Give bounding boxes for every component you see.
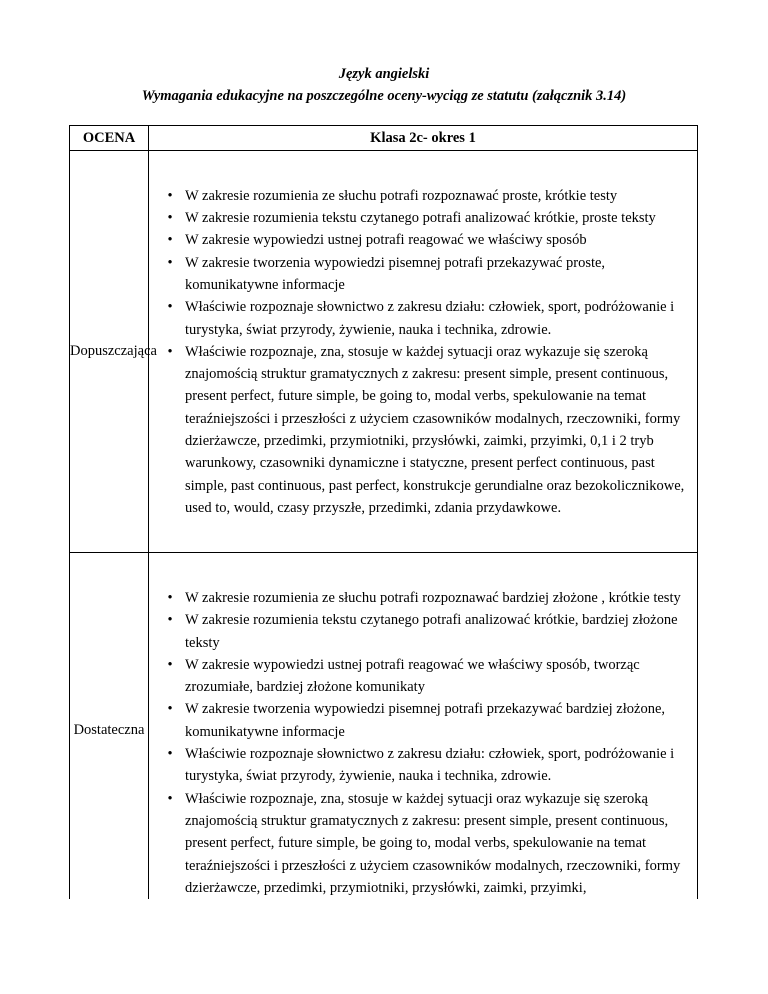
list-item <box>149 252 689 297</box>
list-item-text: W zakresie tworzenia wypowiedzi pisemnej potrafi przekazywać bardziej złożone, komunikatywne informacje <box>185 701 666 740</box>
requirements-list <box>149 184 697 519</box>
list-item <box>149 743 689 788</box>
bullet-icon: • <box>167 254 173 271</box>
document-subtitle: Wymagania edukacyjne na poszczególne oceny-wyciąg ze statutu (załącznik 3.14) <box>141 88 627 104</box>
list-item <box>149 698 689 743</box>
list-item <box>149 609 689 654</box>
document-header <box>0 63 768 107</box>
requirements-cell <box>149 151 698 553</box>
list-item-text: W zakresie rozumienia ze słuchu potrafi rozpoznawać proste, krótkie testy <box>185 187 618 204</box>
list-item-text: W zakresie rozumienia tekstu czytanego potrafi analizować krótkie, bardziej złożone teksty <box>185 612 678 651</box>
list-item <box>149 185 689 207</box>
bullet-icon: • <box>167 656 173 673</box>
list-item <box>149 229 689 251</box>
list-item <box>149 788 689 899</box>
bullet-icon: • <box>167 210 173 227</box>
list-item-text: Właściwie rozpoznaje, zna, stosuje w każdej sytuacji oraz wykazuje się szeroką znajomością struktur gramatycznych z zakresu: present simple, present continuous, present perfect, future simple, be going to, modal verbs, spekulowanie na temat teraźniejszości i przeszłości z użyciem czasowników modalnych, rzeczowniki, formy dzierżawcze, przedimki, przymiotniki, przysłówki, zaimki, przyimki, 0,1 i 2 tryb warunkowy, czasowniki dynamiczne i statyczne, present perfect continuous, past simple, past continuous, past perfect, konstrukcje gerundialne oraz bezokolicznikowe, used to, would, czasy przyszłe, przedimki, zdania przydawkowe. <box>185 343 685 516</box>
requirements-cell <box>149 553 698 900</box>
bullet-icon: • <box>167 612 173 629</box>
bullet-icon: • <box>167 746 173 763</box>
list-item-text: W zakresie wypowiedzi ustnej potrafi reagować we właściwy sposób <box>185 232 587 249</box>
list-item-text: Właściwie rozpoznaje słownictwo z zakresu działu: człowiek, sport, podróżowanie i turystyka, świat przyrody, żywienie, nauka i technika, zdrowie. <box>185 299 675 338</box>
header-grade: OCENA <box>70 126 149 151</box>
list-item-text: W zakresie rozumienia tekstu czytanego potrafi analizować krótkie, proste teksty <box>185 210 656 227</box>
document-title: Język angielski <box>338 66 430 82</box>
list-item-text: W zakresie rozumienia ze słuchu potrafi rozpoznawać bardziej złożone , krótkie testy <box>185 590 681 606</box>
list-item <box>149 296 689 341</box>
list-item <box>149 207 689 229</box>
bullet-icon: • <box>167 299 173 316</box>
list-item-text: W zakresie wypowiedzi ustnej potrafi reagować we właściwy sposób, tworząc zrozumiałe, bardziej złożone komunikaty <box>185 656 640 696</box>
list-item <box>149 341 689 519</box>
list-item-text: Właściwie rozpoznaje, zna, stosuje w każdej sytuacji oraz wykazuje się szeroką znajomością struktur gramatycznych z zakresu: present simple, present continuous, present perfect, future simple, be going to, modal verbs, spekulowanie na temat teraźniejszości i przeszłości z użyciem czasowników modalnych, rzeczowniki, formy dzierżawcze, przedimki, przymiotniki, przysłówki, zaimki, przyimki, <box>185 790 681 896</box>
requirements-list <box>149 553 697 899</box>
table-row <box>70 553 698 900</box>
bullet-icon: • <box>167 790 173 807</box>
grade-cell: Dopuszczająca <box>70 151 149 553</box>
bullet-icon: • <box>167 232 173 249</box>
table-header-row <box>70 126 698 151</box>
grade-cell: Dostateczna <box>70 553 149 900</box>
bullet-icon: • <box>167 701 173 718</box>
bullet-icon: • <box>167 343 173 360</box>
list-item <box>149 654 689 699</box>
bullet-icon: • <box>167 590 173 606</box>
requirements-table <box>69 125 698 899</box>
list-item-text: W zakresie tworzenia wypowiedzi pisemnej potrafi przekazywać proste, komunikatywne informacje <box>185 254 606 293</box>
list-item-text: Właściwie rozpoznaje słownictwo z zakresu działu: człowiek, sport, podróżowanie i turystyka, świat przyrody, żywienie, nauka i technika, zdrowie. <box>185 746 675 785</box>
list-item <box>149 587 689 609</box>
header-class: Klasa 2c- okres 1 <box>149 126 698 151</box>
bullet-icon: • <box>167 187 173 204</box>
table-row <box>70 151 698 553</box>
